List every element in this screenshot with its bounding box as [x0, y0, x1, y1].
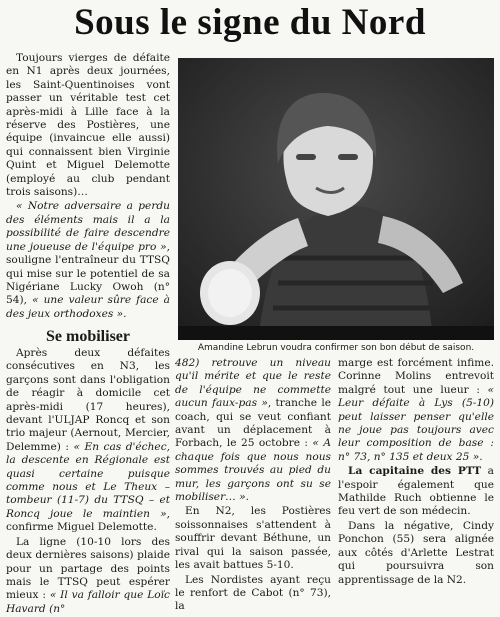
- highlight-text: La capitaine des PTT: [348, 465, 482, 478]
- photo-caption: Amandine Lebrun voudra confirmer son bon début de saison.: [197, 343, 475, 353]
- punctuation: .: [245, 491, 249, 504]
- subheading: Se mobiliser: [46, 328, 130, 345]
- quote: « une valeur sûre face à des jeux orthodoxes »: [6, 294, 170, 320]
- paragraph-text: , tranche le coach, qui se veut confiant avant un déplacement à Forbach, le 25 octobre :: [175, 397, 331, 450]
- paragraph: [338, 357, 494, 464]
- paragraph: Dans la négative, Cindy Ponchon (55) sera alignée aux côtés d'Arlette Lestrat qui poursuivra son apprentissage de la N2.: [338, 519, 494, 586]
- paragraph: En N2, les Postières soissonnaises s'attendent à souffrir devant Béthune, un rival qui la saison passée, les avait battues 5-10.: [175, 505, 331, 572]
- article-column-3: [175, 357, 331, 615]
- intro-paragraph: Toujours vierges de défaite en N1 après deux journées, les Saint-Quentinoises vont passer un véritable test cet après-midi à Lille face à la réserve des Postières, une équipe (invaincue elle aussi) qui connaissent bien Virginie Quint et Miguel Delemotte (employé au club pendant trois saisons)…: [6, 52, 170, 199]
- paragraph-text: marge est forcément infime. Corinne Molins entrevoit malgré tout une lueur :: [338, 357, 494, 396]
- paragraph-text: Après deux défaites consécutives en N3, les garçons sont dans l'obligation de réagir à domicile cet après-midi (17 heures), devant l'ULJAP Roncq et son trio majeur (Aernout, Mercier, Delemme) :: [6, 347, 170, 453]
- table-tennis-player-illustration: [178, 58, 494, 340]
- quote: « Notre adversaire a perdu des éléments mais il a la possibilité de faire descendre une joueuse de l'équipe pro »: [6, 200, 170, 253]
- paragraph: [6, 347, 170, 535]
- paragraph-text: a l'espoir également que Mathilde Ruch obtienne le feu vert de son médecin.: [338, 465, 494, 518]
- quote: « Leur défaite à Lys (5-10) peut laisser penser qu'elle ne joue pas toujours avec leur composition de base : n° 73, n° 135 et deux 25 »: [338, 383, 494, 463]
- article-column-1: [6, 52, 170, 322]
- quote: « A chaque fois que nous nous sommes trouvés au pied du mur, les garçons ont su se mobiliser… »: [175, 437, 331, 504]
- punctuation: .: [479, 450, 483, 463]
- headline: Sous le signe du Nord: [74, 2, 426, 43]
- player-photo: [178, 58, 494, 340]
- article-column-2: [6, 328, 170, 617]
- paragraph-text: , confirme Miguel Delemotte.: [6, 507, 170, 534]
- paragraph: [338, 465, 494, 519]
- paragraph: Les Nordistes ayant reçu le renfort de Cabot (n° 73), la: [175, 573, 331, 613]
- paragraph: [6, 536, 170, 616]
- quote-paragraph: [6, 200, 170, 321]
- paragraph-text: , souligne l'entraîneur du TTSQ qui mise sur le potentiel de sa Nigériane Lucky Owoh (n° 54),: [6, 240, 170, 307]
- paragraph-text: La ligne (10-10 lors des deux dernières saisons) plaide pour un partage des points mais le TTSQ peut espérer mieux :: [6, 535, 170, 602]
- quote: « En cas d'échec, la descente en Régionale est quasi certaine puisque comme nous et Le Theux – tombeur (11-7) du TTSQ – et Roncq joue le maintien »: [6, 440, 170, 520]
- quote: 482) retrouve un niveau qu'il mérite et que le reste de l'équipe ne commette aucun faux-pas »: [175, 357, 331, 410]
- article-column-4: [338, 357, 494, 588]
- punctuation: .: [123, 307, 127, 320]
- paragraph: [175, 357, 331, 504]
- quote: « Il va falloir que Loïc Havard (n°: [6, 589, 170, 615]
